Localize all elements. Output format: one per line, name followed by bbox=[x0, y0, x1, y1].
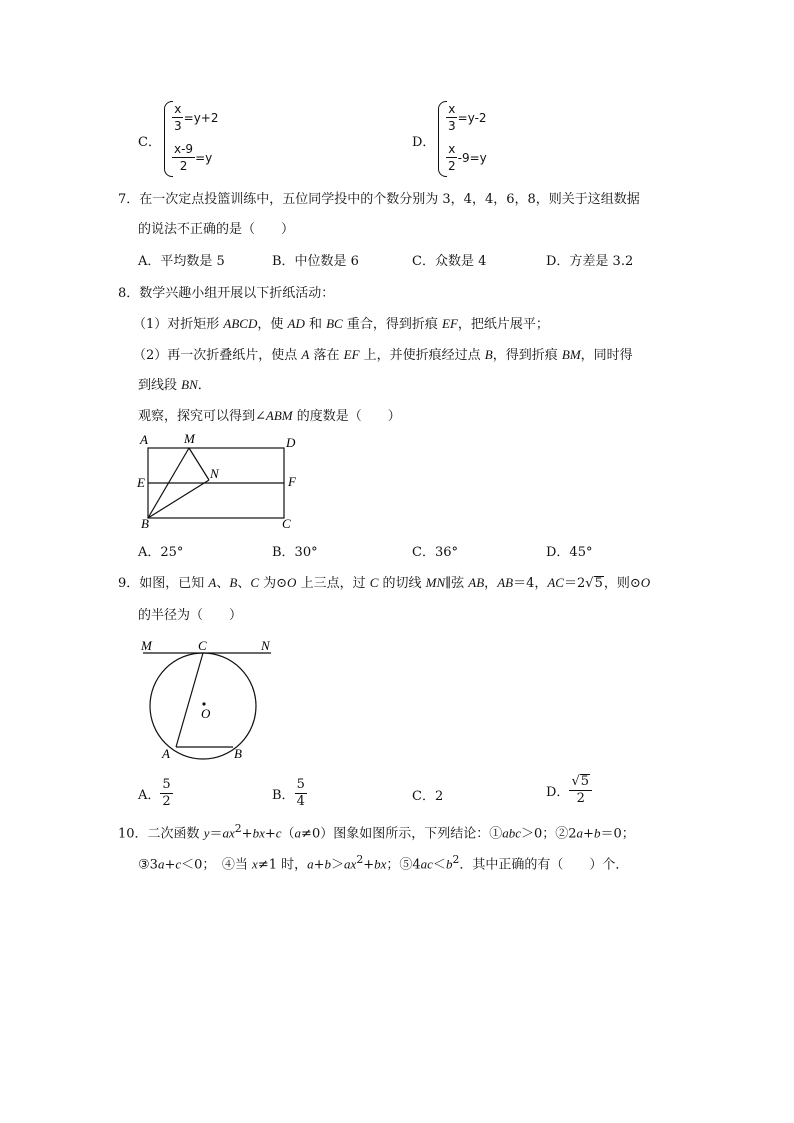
q9-option-d: D． √ 5 2 bbox=[546, 774, 592, 807]
q6-option-c-letter: C． bbox=[138, 135, 161, 150]
q6-option-d-eq1: $\frac{x}{3}$ =y-2 bbox=[448, 102, 487, 133]
q8-rectangle-figure bbox=[130, 428, 310, 534]
q9-option-c: C．2 bbox=[412, 789, 444, 804]
q9-option-a: A． $\frac{5}{2}$ bbox=[138, 777, 171, 809]
q6-option-d-eq2: $\frac{x}{2}$ -9=y bbox=[448, 142, 487, 173]
label-c: C bbox=[198, 638, 207, 653]
label-e: E bbox=[137, 475, 145, 490]
q9-circle-figure bbox=[135, 632, 285, 764]
q7-stem-line1: 7．在一次定点投篮训练中，五位同学投中的个数分别为 3，4，4，6，8，则关于这组数据 bbox=[118, 192, 640, 207]
q10-stem-line2: ③3a+c＜0； ④当 x≠1 时，$a+b>ax^2+bx$；$⑤4ac<b^2$．其中正确的有（ ）个． bbox=[138, 853, 629, 873]
label-m: M bbox=[184, 431, 195, 446]
q8-step2: （2）再一次折叠纸片，使点 A 落在 EF 上，并使折痕经过点 B，得到折痕 BM，同时得 bbox=[133, 347, 633, 363]
q8-step3: 到线段 BN． bbox=[138, 377, 211, 393]
label-n: N bbox=[261, 638, 270, 653]
q8-question: 观察，探究可以得到∠ABM 的度数是（ ） bbox=[138, 408, 401, 424]
q7-option-a: A．平均数是 5 bbox=[138, 254, 225, 269]
q8-option-a: A．25° bbox=[138, 545, 184, 560]
label-b: B bbox=[234, 746, 242, 761]
label-d: D bbox=[286, 435, 296, 450]
q7-option-d: D．方差是 3.2 bbox=[546, 254, 634, 269]
q9-option-b: B． $\frac{5}{4}$ bbox=[272, 777, 305, 809]
label-n: N bbox=[210, 466, 219, 481]
q8-option-b: B．30° bbox=[272, 545, 318, 560]
label-c: C bbox=[282, 516, 291, 531]
q9-stem-line2: 的半径为（ ） bbox=[138, 608, 243, 623]
label-m: M bbox=[141, 638, 152, 653]
q8-option-d: D．45° bbox=[546, 545, 593, 560]
label-f: F bbox=[288, 474, 296, 489]
segment-bn bbox=[148, 480, 209, 518]
q9-stem-line1: 9．如图，已知 A、B、C 为⊙O 上三点，过 C 的切线 MN∥弦 AB，AB＝4，AC＝2 √ 5 ，则⊙O bbox=[118, 575, 651, 591]
q7-stem-line2: 的说法不正确的是（ ） bbox=[138, 222, 295, 237]
q6-option-c-eq2: $\frac{x-9}{2}$ =y bbox=[174, 142, 213, 173]
segment-mn bbox=[189, 448, 209, 480]
q8-stem-line1: 8．数学兴趣小组开展以下折纸活动： bbox=[118, 286, 335, 301]
q6-option-d-letter: D． bbox=[412, 135, 436, 150]
q6-option-c-eq1: $\frac{x}{3}$ =y+2 bbox=[174, 102, 219, 133]
q7-option-c: C．众数是 4 bbox=[412, 254, 487, 269]
chord-ac bbox=[176, 653, 203, 747]
label-o: O bbox=[201, 706, 211, 721]
q10-stem-line1: 10．二次函数 $y=ax^2+bx+c(a\ne 0)$图象如图所示，下列结论：①abc＞0；②2a+b＝0； bbox=[118, 822, 635, 842]
q7-option-b: B．中位数是 6 bbox=[272, 254, 359, 269]
q8-option-c: C．36° bbox=[412, 545, 458, 560]
q8-step1: （1）对折矩形 ABCD，使 AD 和 BC 重合，得到折痕 EF，把纸片展平； bbox=[133, 316, 549, 332]
label-a: A bbox=[162, 746, 170, 761]
label-a: A bbox=[140, 432, 148, 447]
label-b: B bbox=[141, 516, 149, 531]
